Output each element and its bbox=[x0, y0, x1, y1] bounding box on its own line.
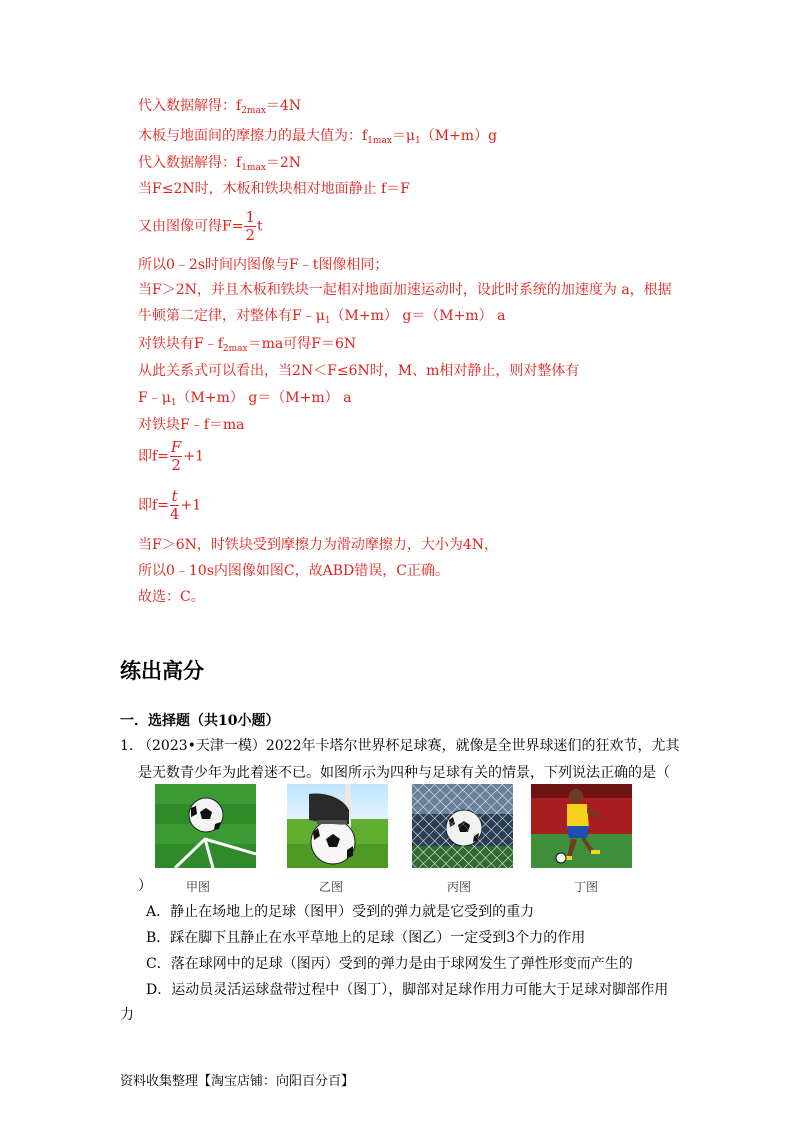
solution-line-10: 从此关系式可以看出，当2N＜F≤6N时，M、m相对静止，则对整体有 bbox=[138, 363, 580, 379]
solution-line-6: 所以0﹣2s时间内图像与F﹣t图像相同； bbox=[138, 257, 389, 273]
solution-line-5: 又由图像可得F= $\frac{1}{2}$ t bbox=[138, 208, 263, 244]
section-title: 练出高分 bbox=[120, 659, 204, 683]
fraction-f-over-2: $\frac{F}{2}$ bbox=[170, 438, 182, 474]
option-a: A．静止在场地上的足球（图甲）受到的弹力就是它受到的重力 bbox=[146, 904, 535, 920]
caption-ding: 丁图 bbox=[574, 880, 599, 894]
solution-line-2: 木板与地面间的摩擦力的最大值为：$f_{1max}=\mu_1(M+m)g$ bbox=[138, 128, 498, 146]
photo-yi bbox=[287, 784, 388, 868]
sub-heading: 一．选择题（共10小题） bbox=[120, 713, 280, 729]
caption-jia: 甲图 bbox=[186, 880, 211, 894]
option-b: B．踩在脚下且静止在水平草地上的足球（图乙）一定受到3个力的作用 bbox=[146, 930, 586, 946]
option-d-continued: 力 bbox=[120, 1007, 134, 1023]
solution-line-8: 牛顿第二定律，对整体有$F﹣\mu_1(M+m)$ g＝（M+m） a bbox=[138, 308, 506, 326]
solution-line-17: 故选：C。 bbox=[138, 589, 205, 605]
option-c: C．落在球网中的足球（图丙）受到的弹力是由于球网发生了弹性形变而产生的 bbox=[146, 956, 633, 972]
photo-bing bbox=[412, 784, 513, 868]
fraction-one-half: $\frac{1}{2}$ bbox=[245, 208, 255, 244]
question-line-1: （2023•天津一模）2022年卡塔尔世界杯足球赛，就像是全世界球迷们的狂欢节，尤其 bbox=[138, 738, 680, 754]
question-line-2: 是无数青少年为此着迷不已。如图所示为四种与足球有关的情景，下列说法正确的是（ bbox=[138, 765, 670, 781]
option-d: D．运动员灵活运球盘带过程中（图丁），脚部对足球作用力可能大于足球对脚部作用 bbox=[146, 982, 669, 998]
page-footer: 资料收集整理【淘宝店铺：向阳百分百】 bbox=[120, 1074, 355, 1089]
solution-line-12: 对铁块F﹣f＝ma bbox=[138, 417, 245, 433]
question-number: 1. bbox=[120, 738, 134, 754]
caption-yi: 乙图 bbox=[319, 880, 344, 894]
caption-bing: 丙图 bbox=[447, 880, 472, 894]
solution-line-7: 当F＞2N，并且木板和铁块一起相对地面加速运动时，设此时系统的加速度为 a，根据 bbox=[138, 282, 672, 298]
solution-line-15: 当F＞6N，时铁块受到摩擦力为滑动摩擦力，大小为4N， bbox=[138, 537, 499, 553]
photo-jia bbox=[155, 784, 256, 868]
solution-line-13: 即f= $\frac{F}{2}$ +1 bbox=[138, 438, 204, 474]
solution-line-4: 当F≤2N时，木板和铁块相对地面静止 f＝F bbox=[138, 181, 410, 197]
solution-line-16: 所以0﹣10s内图像如图C，故ABD错误，C正确。 bbox=[138, 563, 449, 579]
solution-line-3: 代入数据解得：$f_{1max}=2N$ bbox=[138, 155, 302, 173]
fraction-t-over-4: $\frac{t}{4}$ bbox=[169, 487, 180, 523]
question-line-3: ） bbox=[138, 878, 152, 894]
solution-line-9: 对铁块有$F﹣f_{2max}=ma$可得F＝6N bbox=[138, 336, 357, 354]
solution-line-11: $F﹣\mu_1(M+m)$ g＝（M+m） a bbox=[138, 390, 352, 408]
photo-ding bbox=[531, 784, 632, 868]
solution-line-14: 即f= $\frac{t}{4}$ +1 bbox=[138, 487, 202, 523]
solution-line-1: 代入数据解得：$f_{2max}=4N$ bbox=[138, 98, 302, 116]
